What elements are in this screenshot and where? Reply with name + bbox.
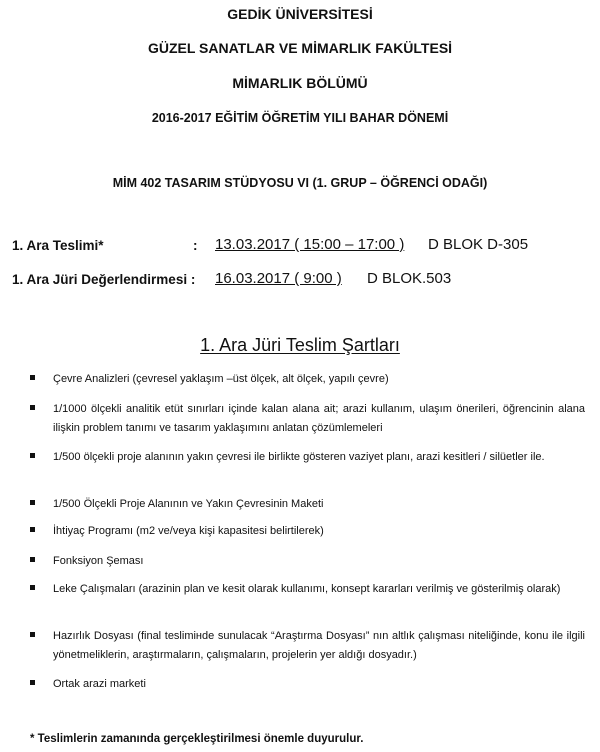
- academic-term: 2016-2017 EĞİTİM ÖĞRETİM YILI BAHAR DÖNEMİ: [151, 111, 449, 125]
- department-name: MİMARLIK BÖLÜMÜ: [232, 75, 368, 91]
- bullet-icon: [30, 585, 35, 590]
- requirement-text: 1/500 Ölçekli Proje Alanının ve Yakın Çevresinin Maketi: [53, 498, 324, 510]
- bullet-icon: [30, 527, 35, 532]
- requirement-text: 1/1000 ölçekli analitik etüt sınırları içinde kalan alana ait; arazi kullanım, ulaşım önerileri, öğrencinin alana ilişkin problem tanımı ve tasarım yaklaşımını anlatan çözümlemeleri: [53, 403, 585, 434]
- requirement-text: Fonksiyon Şeması: [53, 555, 144, 567]
- jury-label: 1. Ara Jüri Değerlendirmesi :: [12, 272, 196, 287]
- course-title: MİM 402 TASARIM STÜDYOSU VI (1. GRUP – ÖĞRENCİ ODAĞI): [112, 176, 488, 190]
- submission-label: 1. Ara Teslimi*: [12, 238, 104, 253]
- requirement-text: Hazırlık Dosyası (final teslimінde sunulacak “Araştırma Dosyası” nın altlık çalışması niteliğinde, konu ile ilgili yönetmeliklerin, araştırmaların, çalışmaların, projelerin yer aldığı dosyadır.): [53, 630, 585, 661]
- bullet-icon: [30, 680, 35, 685]
- section-title: 1. Ara Jüri Teslim Şartları: [200, 335, 400, 355]
- requirement-text: Çevre Analizleri (çevresel yaklaşım –üst ölçek, alt ölçek, yapılı çevre): [53, 373, 389, 385]
- requirement-text: Leke Çalışmaları (arazinin plan ve kesit olarak kullanımı, konsept kararları verilmiş ve gösterilmiş olarak): [53, 583, 561, 595]
- bullet-icon: [30, 405, 35, 410]
- faculty-name: GÜZEL SANATLAR VE MİMARLIK FAKÜLTESİ: [147, 40, 453, 56]
- requirement-text: İhtiyaç Programı (m2 ve/veya kişi kapasitesi belirtilerek): [53, 525, 324, 537]
- jury-date: 16.03.2017 ( 9:00 ): [215, 270, 342, 287]
- submission-colon: :: [193, 238, 198, 253]
- jury-location: D BLOK.503: [367, 270, 452, 287]
- bullet-icon: [30, 500, 35, 505]
- footnote: * Teslimlerin zamanında gerçekleştirilmesi önemle duyurulur.: [30, 733, 364, 745]
- bullet-icon: [30, 557, 35, 562]
- submission-date: 13.03.2017 ( 15:00 – 17:00 ): [215, 236, 405, 253]
- bullet-icon: [30, 632, 35, 637]
- requirement-text: 1/500 ölçekli proje alanının yakın çevresi ile birlikte gösteren vaziyet planı, arazi kesitleri / silüetler ile.: [53, 451, 545, 463]
- requirement-text: Ortak arazi marketi: [53, 678, 146, 690]
- submission-location: D BLOK D-305: [428, 236, 529, 253]
- university-name: GEDİK ÜNİVERSİTESİ: [227, 6, 373, 22]
- bullet-icon: [30, 375, 35, 380]
- bullet-icon: [30, 453, 35, 458]
